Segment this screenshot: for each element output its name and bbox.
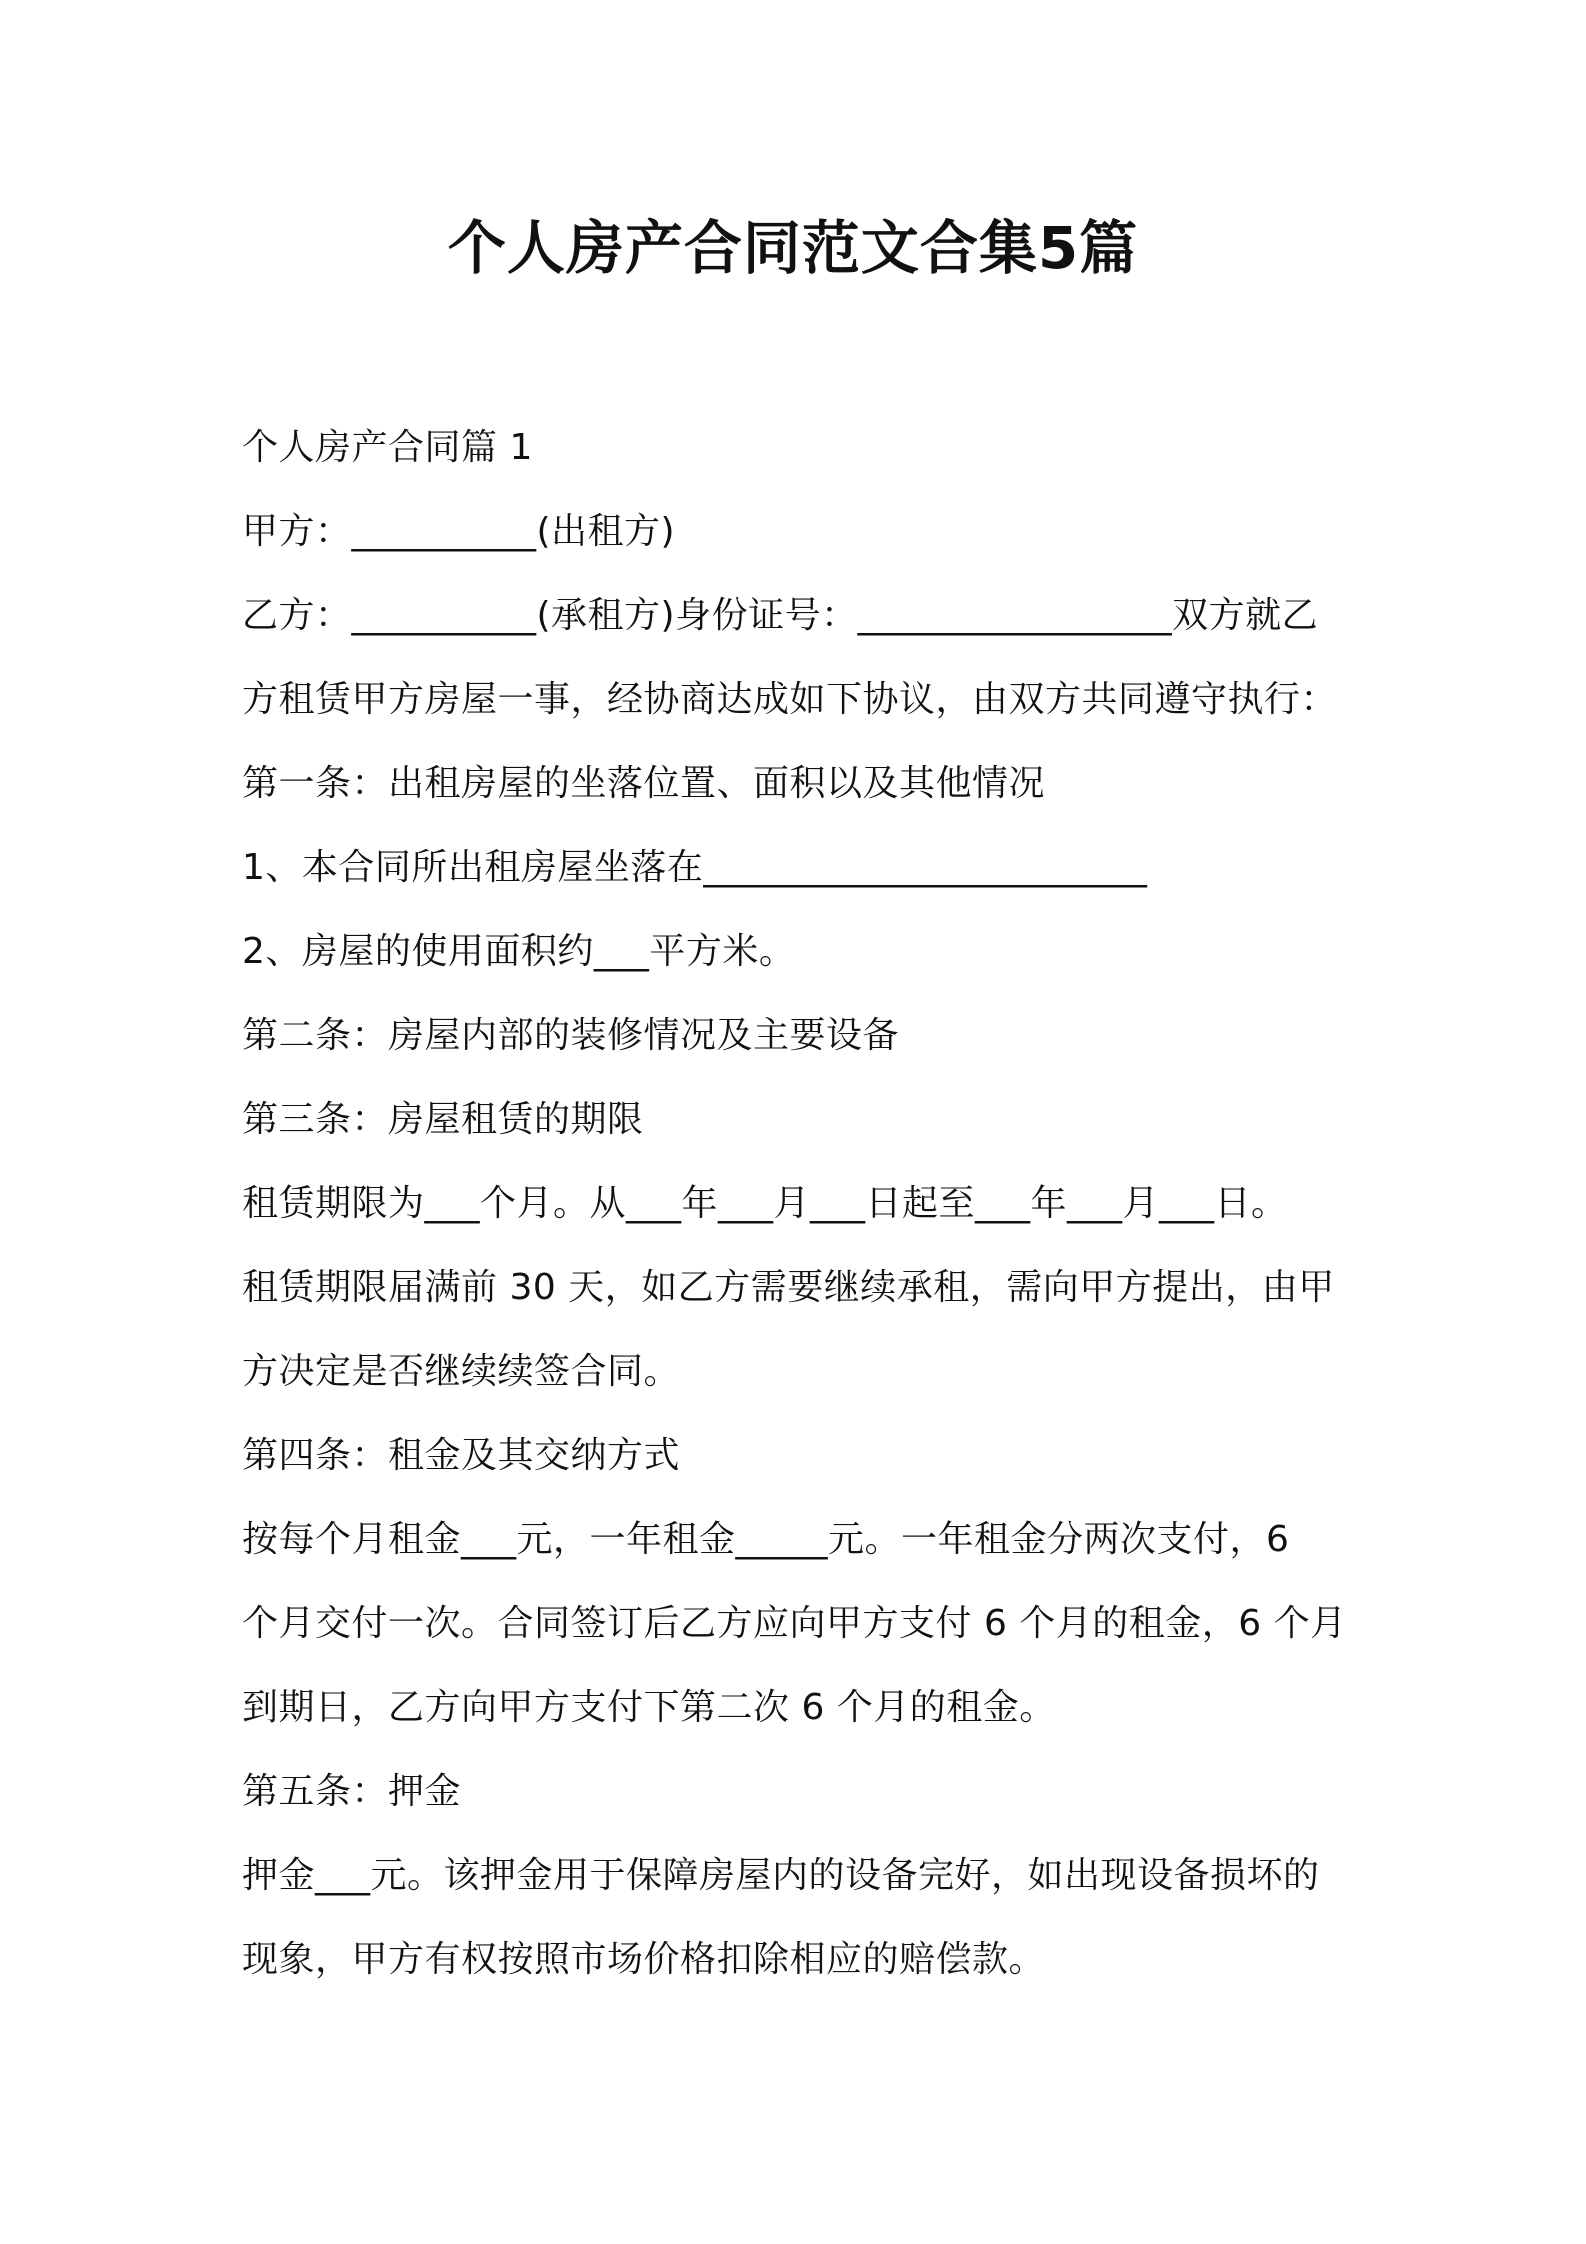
paragraph-line: 1、本合同所出租房屋坐落在________________________ [242, 847, 1148, 888]
paragraph-line: 押金___元。该押金用于保障房屋内的设备完好，如出现设备损坏的 [242, 1855, 1320, 1896]
paragraph-line: 方租赁甲方房屋一事，经协商达成如下协议，由双方共同遵守执行： [242, 679, 1338, 720]
paragraph-line: 个月交付一次。合同签订后乙方应向甲方支付 6 个月的租金，6 个月 [242, 1603, 1347, 1644]
section-heading: 个人房产合同篇 1 [242, 427, 533, 468]
paragraph-line: 到期日，乙方向甲方支付下第二次 6 个月的租金。 [242, 1687, 1056, 1728]
paragraph-line: 方决定是否继续续签合同。 [242, 1351, 681, 1392]
document-title: 个人房产合同范文合集5篇 [447, 214, 1139, 282]
paragraph-line: 2、房屋的使用面积约___平方米。 [242, 931, 796, 972]
document-body [242, 406, 1362, 2002]
paragraph-line: 租赁期限届满前 30 天，如乙方需要继续承租，需向甲方提出，由甲 [242, 1267, 1335, 1308]
article-heading: 第一条：出租房屋的坐落位置、面积以及其他情况 [242, 763, 1046, 804]
paragraph-line: 租赁期限为___个月。从___年___月___日起至___年___月___日。 [242, 1183, 1288, 1224]
paragraph-line: 现象，甲方有权按照市场价格扣除相应的赔偿款。 [242, 1939, 1046, 1980]
article-heading: 第四条：租金及其交纳方式 [242, 1435, 681, 1476]
paragraph-line: 按每个月租金___元，一年租金_____元。一年租金分两次支付，6 [242, 1519, 1290, 1560]
party-a-line: 甲方：__________(出租方) [242, 511, 676, 552]
party-b-line: 乙方：__________(承租方)身份证号：_________________双方就乙 [242, 595, 1319, 636]
article-heading: 第二条：房屋内部的装修情况及主要设备 [242, 1015, 900, 1056]
article-heading: 第五条：押金 [242, 1771, 462, 1812]
article-heading: 第三条：房屋租赁的期限 [242, 1099, 644, 1140]
